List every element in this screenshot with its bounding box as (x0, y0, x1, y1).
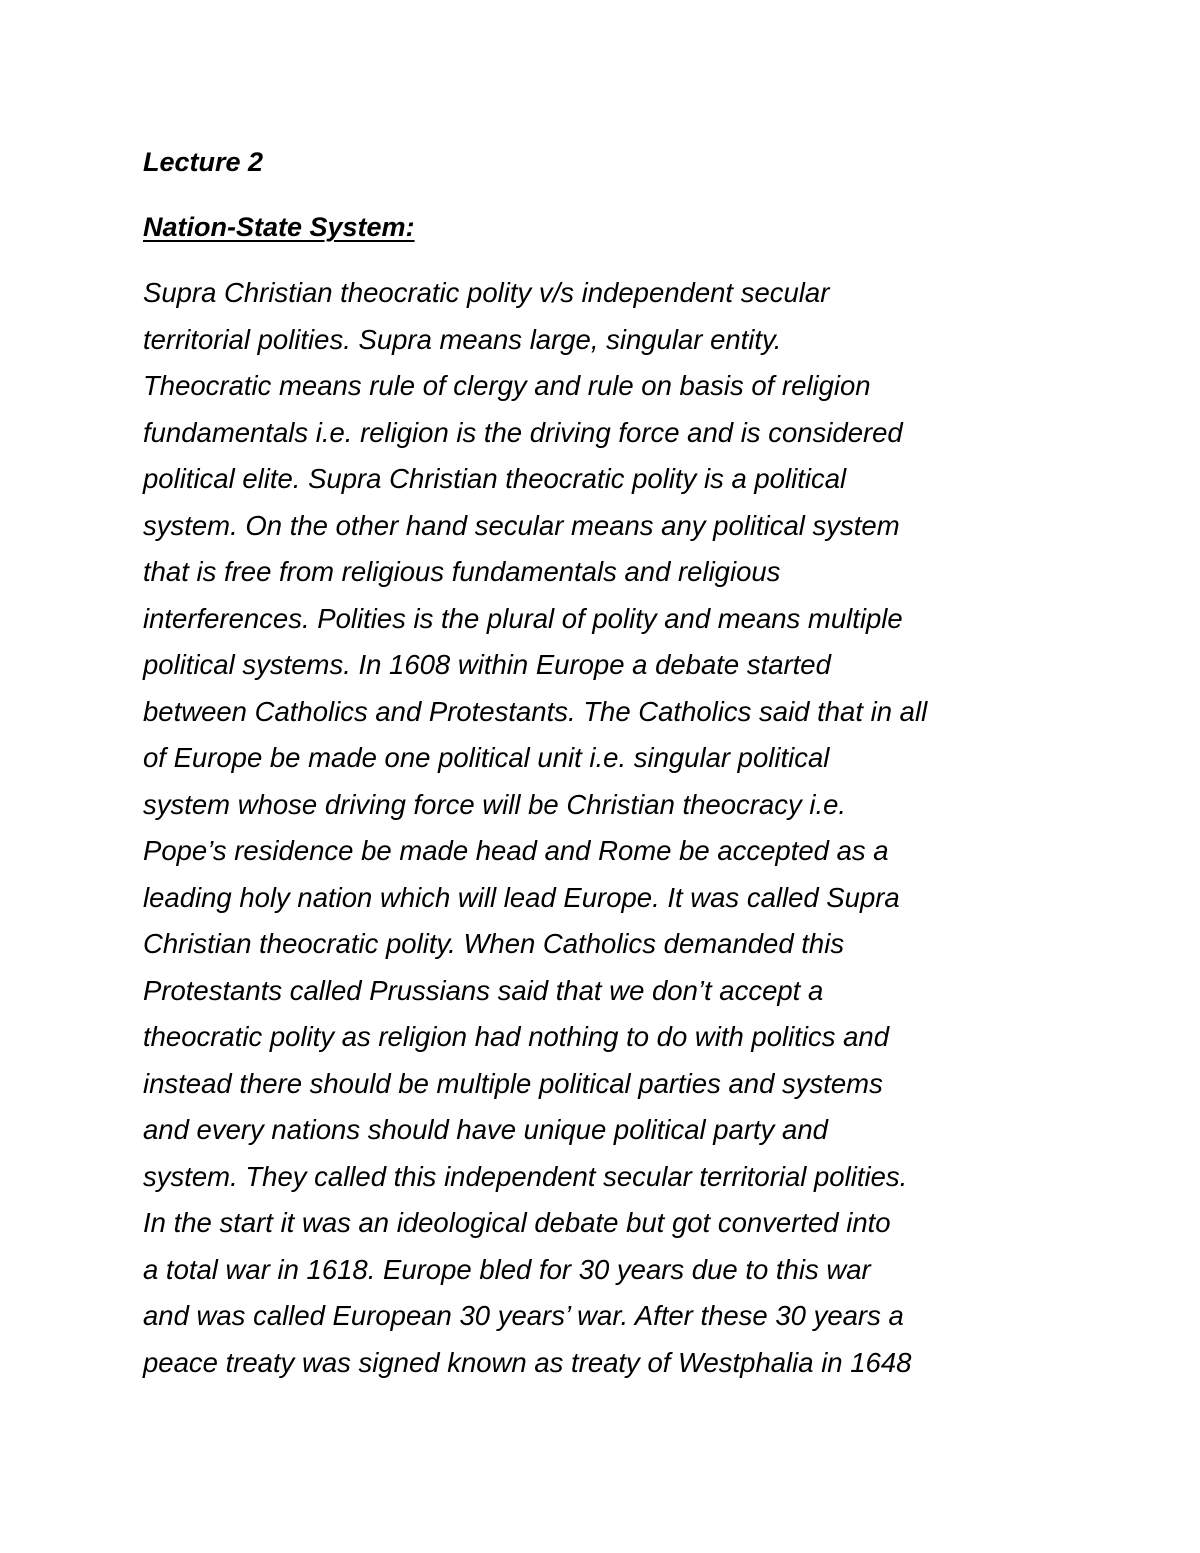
paragraph-line: political elite. Supra Christian theocratic polity is a political (143, 463, 847, 494)
paragraph-line: that is free from religious fundamentals and religious (143, 556, 781, 587)
paragraph-line: system. They called this independent secular territorial polities. (143, 1160, 908, 1192)
paragraph-line: interferences. Polities is the plural of polity and means multiple (143, 602, 903, 634)
paragraph-line: between Catholics and Protestants. The Catholics said that in all (143, 695, 928, 727)
paragraph-line: territorial polities. Supra means large, singular entity. (143, 323, 782, 355)
paragraph-line: system whose driving force will be Christian theocracy i.e. (143, 788, 847, 820)
paragraph-line: peace treaty was signed known as treaty of Westphalia in 1648 (143, 1346, 912, 1378)
paragraph-line: Supra Christian theocratic polity v/s independent secular (143, 277, 830, 308)
paragraph-line: leading holy nation which will lead Europe. It was called Supra (143, 881, 900, 913)
paragraph-line: Theocratic means rule of clergy and rule on basis of religion (143, 370, 871, 401)
body-paragraph (143, 270, 1083, 1386)
section-title: Nation-State System: (143, 212, 415, 242)
paragraph-line: and every nations should have unique political party and (143, 1114, 828, 1145)
paragraph-line: In the start it was an ideological debate but got converted into (143, 1207, 891, 1238)
paragraph-line: political systems. In 1608 within Europe a debate started (143, 649, 831, 680)
paragraph-line: of Europe be made one political unit i.e. singular political (143, 742, 830, 773)
lecture-title: Lecture 2 (143, 147, 264, 177)
paragraph-line: theocratic polity as religion had nothing to do with politics and (143, 1021, 890, 1052)
paragraph-line: a total war in 1618. Europe bled for 30 years due to this war (143, 1253, 871, 1285)
paragraph-line: fundamentals i.e. religion is the driving force and is considered (143, 416, 903, 448)
paragraph-line: system. On the other hand secular means any political system (143, 509, 900, 541)
paragraph-line: Pope’s residence be made head and Rome be accepted as a (143, 835, 889, 866)
paragraph-line: Protestants called Prussians said that we don’t accept a (143, 974, 824, 1006)
paragraph-line: and was called European 30 years’ war. After these 30 years a (143, 1300, 904, 1331)
paragraph-line: Christian theocratic polity. When Catholics demanded this (143, 928, 845, 959)
paragraph-line: instead there should be multiple political parties and systems (143, 1067, 883, 1099)
